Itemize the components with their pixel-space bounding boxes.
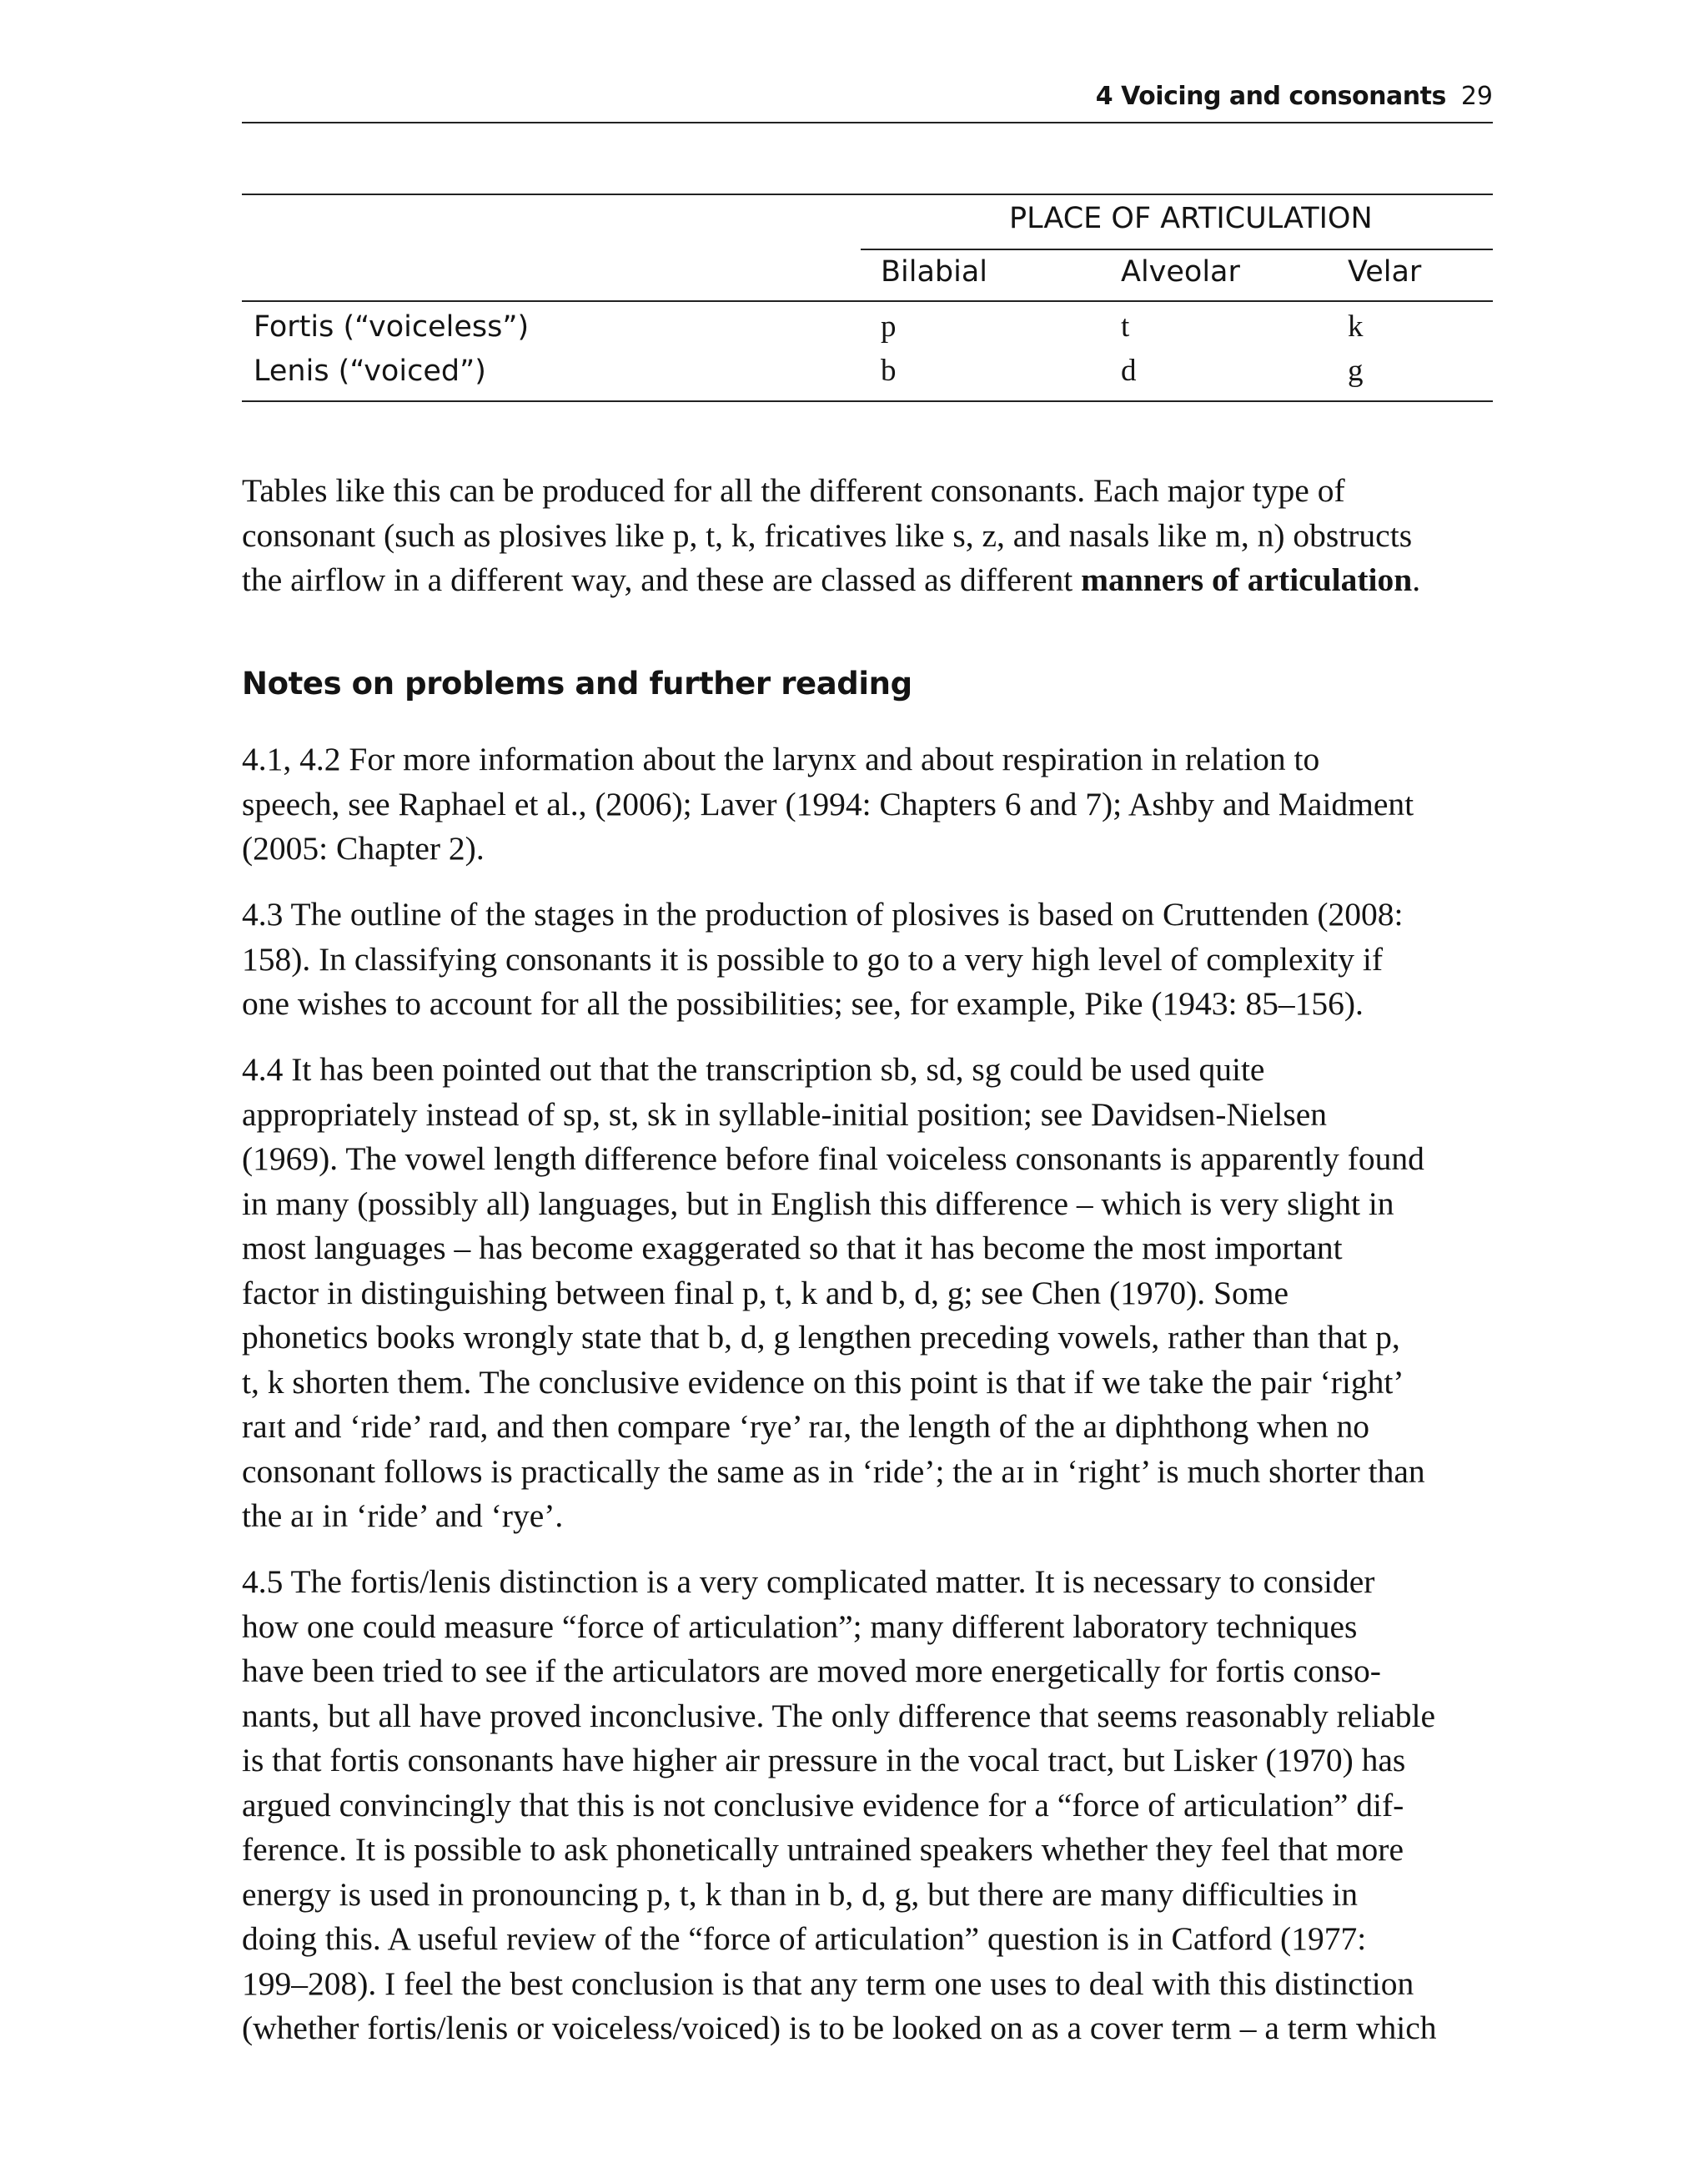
text-line: t, k shorten them. The conclusive evidence on this point is that if we take the pair ‘right’ xyxy=(242,1363,1404,1401)
intro-paragraph xyxy=(242,469,1493,603)
note-4-5 xyxy=(242,1560,1493,2051)
note-4-1-4-2 xyxy=(242,737,1493,872)
table-header-rule xyxy=(242,300,1493,302)
cell-fortis-velar: k xyxy=(1348,309,1364,344)
text-line: ference. It is possible to ask phonetically untrained speakers whether they feel that more xyxy=(242,1831,1404,1868)
row-label-fortis: Fortis (“voiceless”) xyxy=(254,310,530,344)
page-number: 29 xyxy=(1460,82,1493,111)
text-line: in many (possibly all) languages, but in English this difference – which is very slight in xyxy=(242,1185,1394,1222)
text-line: (whether fortis/lenis or voiceless/voiced) is to be looked on as a cover term – a term which xyxy=(242,2010,1437,2046)
note-4-4 xyxy=(242,1048,1493,1539)
text-line: phonetics books wrongly state that b, d, g lengthen preceding vowels, rather than that p, xyxy=(242,1319,1400,1356)
column-header-bilabial: Bilabial xyxy=(881,255,988,289)
text-line: the aɪ in ‘ride’ and ‘rye’. xyxy=(242,1497,564,1534)
text-line: speech, see Raphael et al., (2006); Laver (1994: Chapters 6 and 7); Ashby and Maidment xyxy=(242,785,1414,822)
table-top-rule xyxy=(242,194,1493,195)
text-line: have been tried to see if the articulators are moved more energetically for fortis conso- xyxy=(242,1652,1381,1689)
table-bottom-rule xyxy=(242,400,1493,402)
chapter-title: 4 Voicing and consonants xyxy=(1095,82,1446,111)
cell-lenis-velar: g xyxy=(1348,354,1364,388)
text-line: 199–208). I feel the best conclusion is that any term one uses to deal with this distinction xyxy=(242,1964,1414,2002)
text-line: (1969). The vowel length difference before final voiceless consonants is apparently found xyxy=(242,1140,1424,1177)
text-line: argued convincingly that this is not conclusive evidence for a “force of articulation” dif- xyxy=(242,1786,1404,1823)
column-header-alveolar: Alveolar xyxy=(1121,255,1240,289)
cell-fortis-alveolar: t xyxy=(1121,309,1130,344)
text-line: is that fortis consonants have higher air pressure in the vocal tract, but Lisker (1970) has xyxy=(242,1742,1406,1778)
text-line: raɪt and ‘ride’ raɪd, and then compare ‘rye’ raɪ, the length of the aɪ diphthong when no xyxy=(242,1408,1370,1445)
text-line: how one could measure “force of articulation”; many different laboratory techniques xyxy=(242,1607,1358,1645)
cell-fortis-bilabial: p xyxy=(881,309,897,344)
text-line: factor in distinguishing between final p, t, k and b, d, g; see Chen (1970). Some xyxy=(242,1274,1289,1311)
text-line: consonant (such as plosives like p, t, k, fricatives like s, z, and nasals like m, n) obstructs xyxy=(242,516,1413,554)
text-line: the airflow in a different way, and these are classed as different manners of articulation. xyxy=(242,561,1421,598)
text-line: 4.3 The outline of the stages in the production of plosives is based on Cruttenden (2008: xyxy=(242,896,1404,933)
text-line: (2005: Chapter 2). xyxy=(242,830,485,867)
text-line: consonant follows is practically the same as in ‘ride’; the aɪ in ‘right’ is much shorter than xyxy=(242,1452,1425,1490)
text-line: most languages – has become exaggerated so that it has become the most important xyxy=(242,1230,1343,1266)
text-line: one wishes to account for all the possibilities; see, for example, Pike (1943: 85–156). xyxy=(242,985,1364,1022)
text-line: 4.4 It has been pointed out that the transcription sb, sd, sg could be used quite xyxy=(242,1051,1265,1088)
text-line: doing this. A useful review of the “force of articulation” question is in Catford (1977: xyxy=(242,1920,1367,1957)
text-line: 4.1, 4.2 For more information about the larynx and about respiration in relation to xyxy=(242,741,1320,777)
bold-term: manners of articulation xyxy=(1081,561,1413,598)
text-line: appropriately instead of sp, st, sk in syllable-initial position; see Davidsen-Nielsen xyxy=(242,1095,1328,1133)
text-line: Tables like this can be produced for all the different consonants. Each major type of xyxy=(242,472,1345,509)
text-line: 4.5 The fortis/lenis distinction is a very complicated matter. It is necessary to consider xyxy=(242,1563,1375,1600)
text-line: 158). In classifying consonants it is possible to go to a very high level of complexity if xyxy=(242,940,1384,978)
cell-lenis-alveolar: d xyxy=(1121,354,1137,388)
cell-lenis-bilabial: b xyxy=(881,354,897,388)
text-line: nants, but all have proved inconclusive. The only difference that seems reasonably reliable xyxy=(242,1697,1436,1734)
row-label-lenis: Lenis (“voiced”) xyxy=(254,355,486,388)
running-head xyxy=(242,80,1493,123)
note-4-3 xyxy=(242,893,1493,1027)
table-mid-rule xyxy=(861,249,1493,250)
column-header-velar: Velar xyxy=(1348,255,1422,289)
text-line: energy is used in pronouncing p, t, k than in b, d, g, but there are many difficulties in xyxy=(242,1875,1358,1913)
section-heading: Notes on problems and further reading xyxy=(242,666,912,702)
table-group-header: PLACE OF ARTICULATION xyxy=(1009,202,1373,235)
